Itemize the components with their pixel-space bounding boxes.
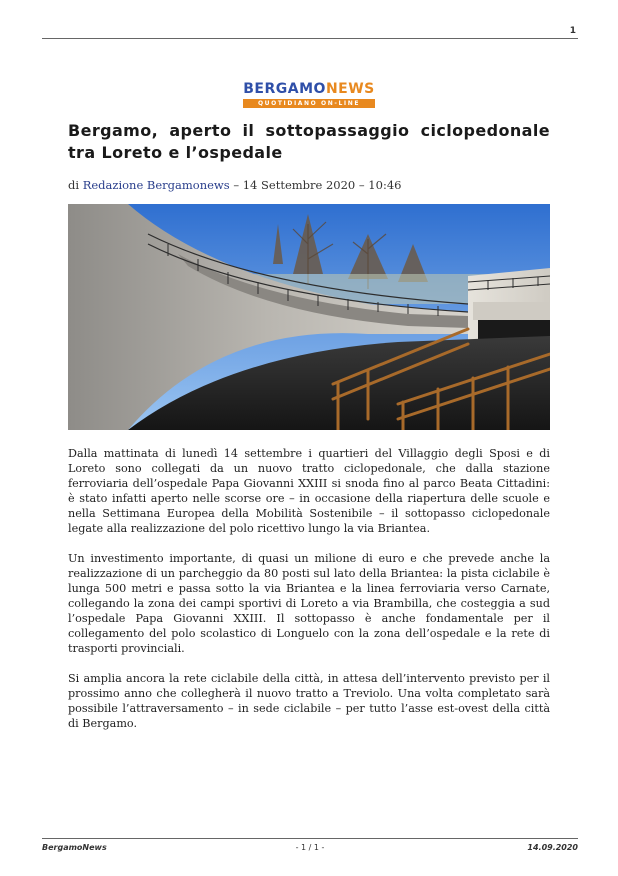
- article-paragraph: Dalla mattinata di lunedì 14 settembre i quartieri del Villaggio degli Sposi e di Loreto sono collegati da un nuovo tratto ciclopedonale, che dalla stazione ferroviaria dell’ospedale Papa Giovanni XXIII si snoda fino al parco Beata Cittadini: è stato infatti aperto nelle scorse ore – in occasione della riapertura delle scuole e nella Settimana Europea della Mobilità Sostenibile – il sottopasso ciclopedonale legate alla realizzazione del polo ricettivo lungo la via Briantea.: [68, 447, 550, 535]
- author-link[interactable]: Redazione Bergamonews: [82, 178, 230, 192]
- logo-wordmark: [243, 82, 375, 96]
- footer-source: BergamoNews: [42, 843, 107, 852]
- article-paragraph: Si amplia ancora la rete ciclabile della città, in attesa dell’intervento previsto per il prossimo anno che collegherà il nuovo tratto a Treviolo. Una volta completato sarà possibile l’attraversamento – in sede ciclabile – per tutto l’asse est-ovest della città di Bergamo.: [68, 672, 550, 730]
- article-photo: [68, 204, 550, 430]
- logo-part1: BERGAMO: [243, 81, 326, 97]
- byline-prefix: di: [68, 178, 80, 192]
- footer-date: 14.09.2020: [527, 843, 578, 852]
- publish-date: – 14 Settembre 2020 – 10:46: [233, 178, 402, 192]
- article-title: Bergamo, aperto il sottopassaggio ciclopedonale tra Loreto e l’ospedale: [68, 121, 550, 162]
- header-divider: [42, 38, 578, 39]
- page-number: 1: [569, 26, 576, 36]
- underpass-photo-illustration: [68, 204, 550, 430]
- logo-tagline: QUOTIDIANO ON-LINE: [243, 99, 375, 108]
- page-footer: [42, 843, 578, 855]
- footer-divider: [42, 838, 578, 839]
- article-paragraph: Un investimento importante, di quasi un milione di euro e che prevede anche la realizzazione di un parcheggio da 80 posti sul lato della Briantea: la pista ciclabile è lunga 500 metri e passa sotto la via Briantea e la linea ferroviaria verso Carnate, collegando la zona dei campi sportivi di Loreto a via Brambilla, che costeggia a sud l’ospedale Papa Giovanni XXIII. Il sottopasso è anche fondamentale per il collegamento del polo scolastico di Longuelo con la zona dell’ospedale e la rete di trasporti provinciali.: [68, 552, 550, 655]
- bergamonews-logo: [0, 78, 618, 108]
- footer-pagination: - 1 / 1 -: [295, 843, 325, 852]
- article-byline: [68, 178, 401, 192]
- logo-part2: NEWS: [325, 81, 375, 97]
- article-body: [68, 446, 550, 746]
